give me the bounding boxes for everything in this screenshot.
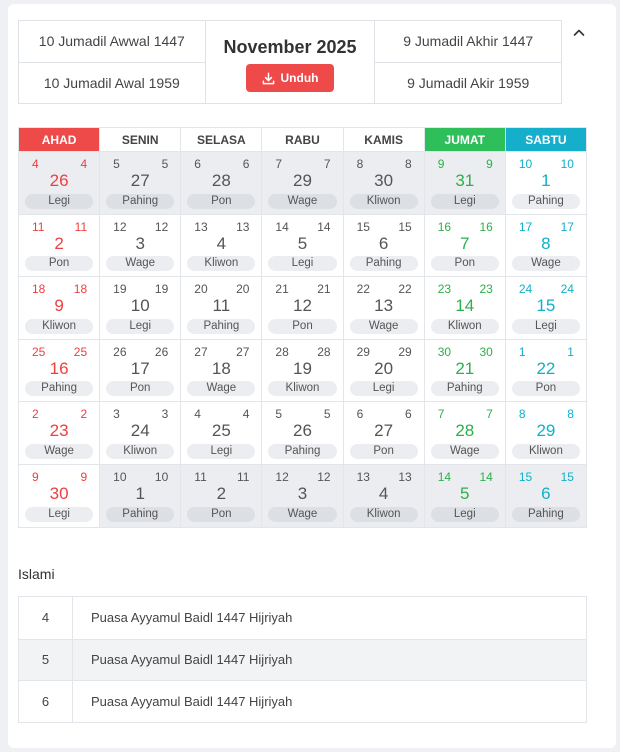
pasaran-badge: Kliwon [350, 194, 418, 209]
gregorian-day: 4 [378, 483, 389, 503]
day-cell[interactable] [181, 215, 262, 278]
day-cell[interactable] [506, 215, 587, 278]
javanese-day: 3 [161, 407, 169, 422]
gregorian-day: 29 [536, 421, 556, 441]
javanese-day: 29 [398, 344, 412, 359]
day-cell[interactable] [344, 152, 425, 215]
gregorian-day: 7 [460, 233, 470, 253]
hijri-day: 5 [113, 157, 120, 171]
gregorian-day: 13 [374, 296, 394, 316]
javanese-day: 9 [80, 469, 88, 484]
hijri-day: 30 [437, 344, 452, 359]
javanese-day: 8 [405, 157, 412, 171]
day-cell[interactable] [100, 277, 181, 340]
javanese-day: 13 [236, 219, 250, 234]
event-row [19, 639, 586, 681]
gregorian-day: 26 [293, 421, 312, 441]
javanese-day: 28 [317, 344, 331, 359]
hijri-day: 17 [518, 219, 533, 234]
day-cell[interactable] [181, 402, 262, 465]
hijri-day: 27 [194, 344, 208, 359]
javanese-day: 6 [405, 407, 412, 422]
gregorian-day: 6 [541, 483, 551, 503]
pasaran-badge: Wage [268, 194, 336, 209]
day-cell[interactable] [19, 402, 100, 465]
hijri-end-column [375, 21, 561, 103]
day-cell[interactable] [506, 340, 587, 403]
hijri-day: 11 [194, 469, 207, 484]
day-cell[interactable] [344, 465, 425, 528]
day-cell[interactable] [181, 277, 262, 340]
gregorian-day: 27 [374, 421, 394, 441]
gregorian-day: 4 [216, 233, 227, 253]
gregorian-day: 23 [49, 421, 69, 441]
day-cell[interactable] [262, 152, 343, 215]
day-cell[interactable] [100, 465, 181, 528]
gregorian-day: 27 [130, 171, 150, 190]
day-cell[interactable] [344, 277, 425, 340]
javanese-day: 7 [323, 157, 331, 171]
day-cell[interactable] [262, 340, 343, 403]
day-cell[interactable] [181, 152, 262, 215]
weekday-senin: SENIN [100, 128, 181, 152]
gregorian-day: 15 [536, 296, 556, 316]
day-cell[interactable] [425, 152, 506, 215]
gregorian-day: 17 [130, 358, 150, 378]
weekday-ahad: AHAD [19, 128, 100, 152]
javanese-day: 8 [567, 407, 574, 422]
pasaran-badge: Wage [268, 507, 336, 522]
month-column [205, 21, 376, 103]
hijri-day: 29 [356, 344, 370, 359]
day-cell[interactable] [344, 402, 425, 465]
pasaran-badge: Legi [431, 507, 499, 522]
pasaran-badge: Wage [106, 256, 174, 271]
day-cell[interactable] [425, 215, 506, 278]
gregorian-day: 31 [455, 171, 475, 190]
events-section-title: Islami [18, 566, 55, 582]
javanese-day: 25 [73, 344, 88, 359]
hijri-day: 2 [32, 407, 39, 422]
day-cell[interactable] [262, 465, 343, 528]
hijri-day: 15 [518, 469, 533, 484]
weekday-selasa: SELASA [181, 128, 262, 152]
hijri-day: 14 [275, 219, 289, 234]
javanese-day: 1 [567, 344, 574, 359]
hijri-day: 12 [275, 469, 289, 484]
pasaran-badge: Legi [187, 444, 255, 459]
hijri-day: 12 [113, 219, 127, 234]
javanese-day: 13 [398, 469, 412, 484]
gregorian-day: 2 [216, 483, 227, 503]
pasaran-badge: Legi [106, 319, 174, 334]
gregorian-day: 11 [212, 296, 231, 316]
weekday-sabtu: SABTU [506, 128, 587, 152]
event-text: Puasa Ayyamul Baidl 1447 Hijriyah [91, 652, 293, 668]
gregorian-day: 12 [293, 296, 312, 316]
day-cell[interactable] [506, 465, 587, 528]
hijri-day: 6 [194, 157, 201, 171]
javanese-day: 7 [486, 407, 493, 422]
pasaran-badge: Kliwon [431, 319, 499, 334]
pasaran-badge: Pon [106, 381, 174, 396]
hijri-day: 22 [356, 282, 370, 297]
javanese-day: 16 [479, 219, 493, 234]
hijri-day: 8 [356, 157, 364, 171]
download-icon [262, 72, 275, 85]
gregorian-day: 18 [211, 358, 231, 378]
gregorian-day: 9 [54, 296, 64, 316]
hijri-day: 16 [437, 219, 452, 234]
event-text: Puasa Ayyamul Baidl 1447 Hijriyah [91, 693, 293, 709]
day-cell[interactable] [100, 340, 181, 403]
hijri-day: 20 [194, 282, 208, 297]
javanese-start-date: 10 Jumadil Awal 1959 [19, 62, 205, 104]
hijri-start-date: 10 Jumadil Awwal 1447 [38, 33, 185, 50]
javanese-day: 24 [560, 282, 574, 297]
calendar-body [19, 152, 587, 528]
javanese-day: 5 [323, 407, 331, 422]
hijri-day: 4 [194, 407, 201, 422]
pasaran-badge: Pahing [106, 194, 174, 209]
pasaran-badge: Pon [431, 256, 499, 271]
javanese-day: 11 [236, 469, 250, 484]
pasaran-badge: Wage [512, 256, 580, 271]
javanese-day: 4 [242, 407, 250, 422]
day-cell[interactable] [100, 402, 181, 465]
hijri-day: 10 [113, 469, 127, 484]
gregorian-day: 2 [54, 233, 64, 253]
hijri-day: 14 [437, 469, 452, 484]
event-row [19, 597, 586, 639]
gregorian-day: 22 [536, 358, 556, 378]
weekday-header-row [19, 128, 587, 152]
gregorian-day: 30 [374, 171, 394, 190]
javanese-day: 4 [80, 157, 88, 171]
javanese-day: 21 [317, 282, 331, 297]
month-title: November 2025 [223, 37, 357, 57]
weekday-kamis: KAMIS [344, 128, 425, 152]
gregorian-day: 24 [130, 421, 150, 441]
gregorian-day: 5 [460, 483, 470, 503]
download-label: Unduh [280, 71, 319, 85]
pasaran-badge: Wage [431, 444, 499, 459]
event-day: 4 [19, 597, 73, 639]
javanese-day: 5 [161, 157, 169, 171]
gregorian-day: 3 [135, 233, 145, 253]
javanese-day: 6 [242, 157, 250, 171]
gregorian-day: 26 [49, 171, 69, 190]
day-cell[interactable] [19, 277, 100, 340]
hijri-day: 15 [356, 219, 370, 234]
hijri-day: 6 [356, 407, 364, 422]
pasaran-badge: Legi [431, 194, 499, 209]
day-cell[interactable] [425, 340, 506, 403]
gregorian-day: 1 [135, 483, 145, 503]
gregorian-day: 8 [541, 233, 551, 253]
pasaran-badge: Pahing [512, 507, 580, 522]
calendar-week-row [19, 402, 587, 465]
javanese-day: 15 [560, 469, 574, 484]
gregorian-day: 25 [211, 421, 231, 441]
hijri-day: 8 [518, 407, 526, 422]
javanese-day: 26 [154, 344, 169, 359]
chevron-up-icon[interactable] [570, 24, 588, 42]
day-cell[interactable] [425, 402, 506, 465]
calendar-week-row [19, 277, 587, 340]
gregorian-day: 16 [49, 358, 69, 378]
javanese-day: 12 [317, 469, 331, 484]
event-text: Puasa Ayyamul Baidl 1447 Hijriyah [91, 610, 293, 626]
pasaran-badge: Pahing [187, 319, 255, 334]
hijri-day: 9 [32, 469, 39, 484]
hijri-end-date: 9 Jumadil Akhir 1447 [403, 33, 534, 50]
pasaran-badge: Pahing [268, 444, 336, 459]
event-day: 6 [19, 681, 73, 722]
day-cell[interactable] [19, 340, 100, 403]
pasaran-badge: Wage [187, 381, 255, 396]
hijri-day: 13 [356, 469, 370, 484]
event-row [19, 680, 586, 722]
hijri-day: 21 [275, 282, 289, 297]
day-cell[interactable] [262, 402, 343, 465]
event-day: 5 [19, 640, 73, 681]
javanese-day: 19 [154, 282, 169, 297]
pasaran-badge: Kliwon [512, 444, 580, 459]
hijri-day: 24 [518, 282, 533, 297]
javanese-day: 10 [560, 157, 574, 171]
day-cell[interactable] [181, 340, 262, 403]
day-cell[interactable] [19, 465, 100, 528]
pasaran-badge: Legi [512, 319, 580, 334]
javanese-day: 20 [236, 282, 250, 297]
hijri-day: 9 [437, 157, 445, 171]
javanese-day: 18 [73, 282, 88, 297]
gregorian-day: 5 [297, 233, 308, 253]
hijri-day: 4 [32, 157, 39, 171]
day-cell[interactable] [19, 152, 100, 215]
calendar-week-row [19, 465, 587, 528]
hijri-day: 18 [32, 282, 46, 297]
hijri-day: 11 [32, 219, 45, 234]
day-cell[interactable] [100, 152, 181, 215]
day-cell[interactable] [344, 215, 425, 278]
pasaran-badge: Legi [350, 381, 418, 396]
pasaran-badge: Kliwon [25, 319, 93, 334]
day-cell[interactable] [19, 215, 100, 278]
gregorian-day: 19 [293, 358, 312, 378]
pasaran-badge: Legi [25, 507, 93, 522]
events-table [18, 596, 587, 723]
day-cell[interactable] [506, 152, 587, 215]
javanese-day: 15 [398, 219, 412, 234]
calendar-grid [18, 127, 587, 528]
javanese-day: 12 [154, 219, 169, 234]
calendar-header [18, 20, 562, 104]
pasaran-badge: Kliwon [350, 507, 418, 522]
javanese-day: 17 [560, 219, 574, 234]
hijri-day: 19 [113, 282, 127, 297]
javanese-day: 14 [317, 219, 331, 234]
hijri-day: 25 [32, 344, 46, 359]
pasaran-badge: Pon [25, 256, 93, 271]
pasaran-badge: Pon [187, 194, 255, 209]
pasaran-badge: Wage [350, 319, 418, 334]
day-cell[interactable] [100, 215, 181, 278]
hijri-day: 1 [518, 344, 526, 359]
calendar-week-row [19, 340, 587, 403]
pasaran-badge: Pahing [431, 381, 499, 396]
day-cell[interactable] [344, 340, 425, 403]
hijri-day: 28 [275, 344, 289, 359]
pasaran-badge: Kliwon [268, 381, 336, 396]
weekday-jumat: JUMAT [425, 128, 506, 152]
calendar-week-row [19, 152, 587, 215]
weekday-rabu: RABU [262, 128, 343, 152]
day-cell[interactable] [425, 277, 506, 340]
day-cell[interactable] [181, 465, 262, 528]
javanese-day: 14 [479, 469, 493, 484]
pasaran-badge: Legi [268, 256, 336, 271]
download-button[interactable] [246, 64, 334, 92]
gregorian-day: 14 [455, 296, 475, 316]
pasaran-badge: Pahing [350, 256, 418, 271]
hijri-day: 7 [275, 157, 283, 171]
hijri-start-column [19, 21, 205, 103]
pasaran-badge: Pon [512, 381, 580, 396]
pasaran-badge: Pahing [25, 381, 93, 396]
gregorian-day: 21 [455, 358, 475, 378]
day-cell[interactable] [506, 402, 587, 465]
javanese-day: 10 [154, 469, 169, 484]
hijri-day: 7 [437, 407, 445, 422]
day-cell[interactable] [262, 277, 343, 340]
javanese-day: 11 [74, 219, 88, 234]
javanese-day: 23 [479, 282, 493, 297]
day-cell[interactable] [506, 277, 587, 340]
hijri-day: 26 [113, 344, 127, 359]
day-cell[interactable] [425, 465, 506, 528]
javanese-day: 30 [479, 344, 493, 359]
gregorian-day: 28 [211, 171, 231, 190]
pasaran-badge: Pon [187, 507, 255, 522]
hijri-day: 10 [518, 157, 533, 171]
hijri-day: 5 [275, 407, 283, 422]
javanese-day: 2 [80, 407, 88, 422]
javanese-day: 9 [486, 157, 493, 171]
hijri-day: 13 [194, 219, 208, 234]
day-cell[interactable] [262, 215, 343, 278]
gregorian-day: 1 [541, 171, 551, 190]
gregorian-day: 3 [297, 483, 308, 503]
gregorian-day: 6 [378, 233, 389, 253]
gregorian-day: 10 [130, 296, 150, 316]
hijri-day: 23 [437, 282, 452, 297]
pasaran-badge: Pahing [512, 194, 580, 209]
gregorian-day: 20 [374, 358, 394, 378]
pasaran-badge: Pahing [106, 507, 174, 522]
gregorian-day: 28 [455, 421, 475, 441]
pasaran-badge: Kliwon [106, 444, 174, 459]
javanese-day: 27 [236, 344, 250, 359]
javanese-end-date: 9 Jumadil Akir 1959 [375, 62, 561, 104]
gregorian-day: 29 [293, 171, 312, 190]
pasaran-badge: Legi [25, 194, 93, 209]
gregorian-day: 30 [49, 483, 69, 503]
hijri-day: 3 [113, 407, 120, 422]
pasaran-badge: Kliwon [187, 256, 255, 271]
calendar-week-row [19, 215, 587, 278]
javanese-day: 22 [398, 282, 412, 297]
pasaran-badge: Wage [25, 444, 93, 459]
pasaran-badge: Pon [350, 444, 418, 459]
pasaran-badge: Pon [268, 319, 336, 334]
